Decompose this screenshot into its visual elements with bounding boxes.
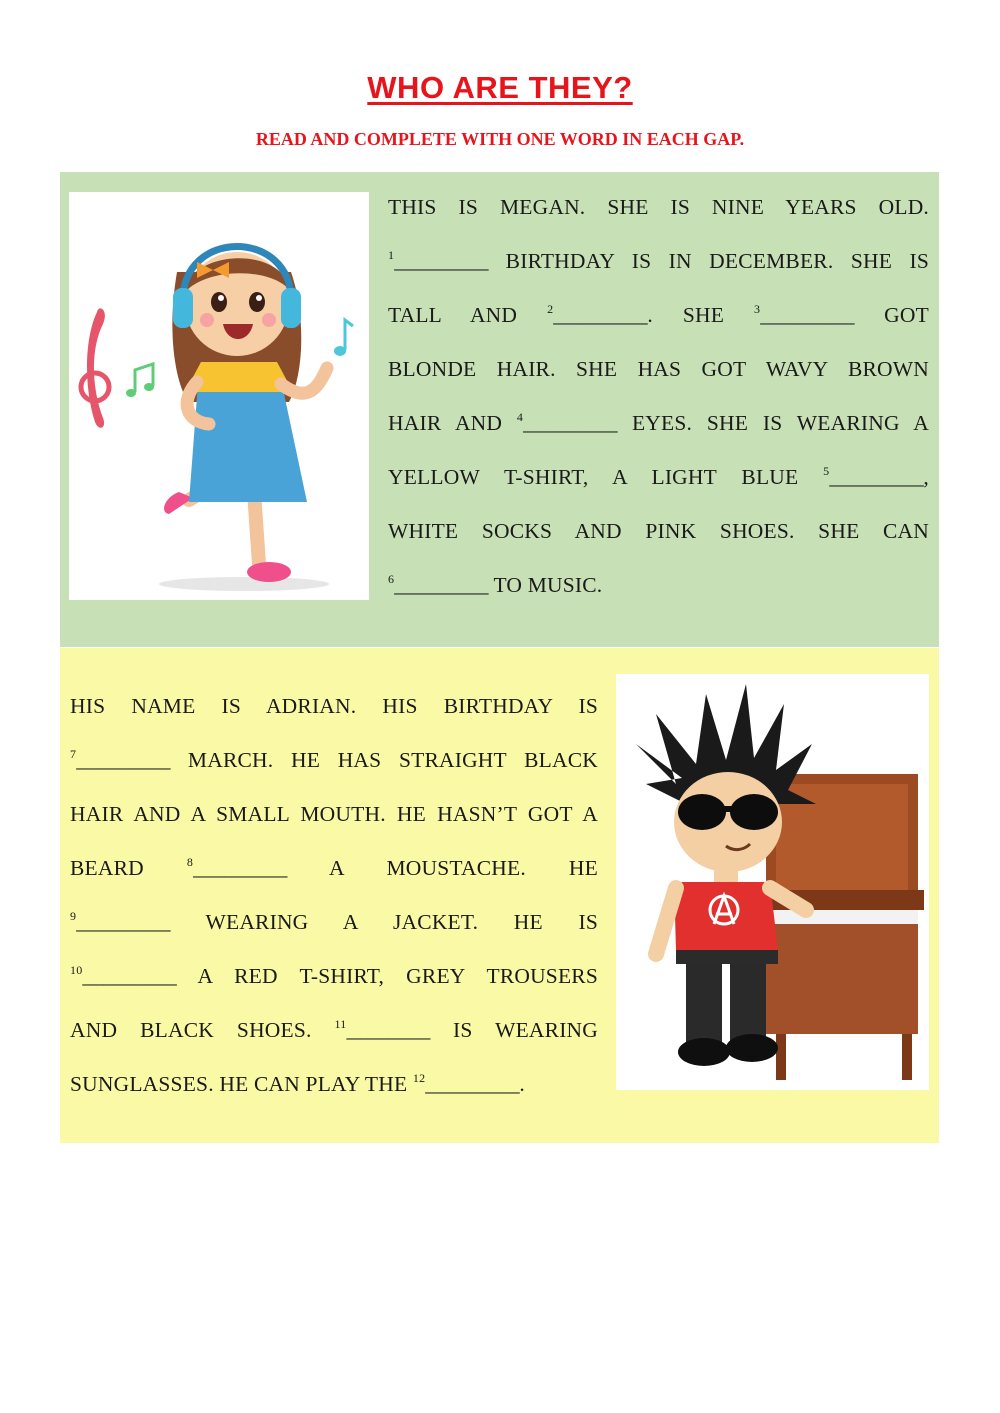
gap-3[interactable]: _________ <box>760 303 855 327</box>
gap-11[interactable]: ________ <box>346 1018 431 1042</box>
gap-number-6: 6 <box>388 572 395 586</box>
gap-number-1: 1 <box>388 248 395 262</box>
megan-line-2: $^1$_________ BIRTHDAY IS IN DECEMBER. SHE IS <box>388 248 929 273</box>
gap-number-4: 4 <box>516 410 524 424</box>
gap-number-7: 7 <box>70 747 77 761</box>
megan-line-1: THIS IS MEGAN. SHE IS NINE YEARS OLD. <box>388 195 929 219</box>
gap-number-11: 11 <box>334 1017 347 1031</box>
gap-2[interactable]: _________ <box>553 303 648 327</box>
adrian-line-7: AND BLACK SHOES. $^{11}$________ IS WEARING <box>70 1017 599 1042</box>
adrian-paragraph <box>70 679 598 1111</box>
gap-7[interactable]: _________ <box>76 748 171 772</box>
gap-number-3: 3 <box>753 302 761 316</box>
megan-line-4: BLONDE HAIR. SHE HAS GOT WAVY BROWN <box>388 357 929 381</box>
gap-8[interactable]: _________ <box>193 856 288 880</box>
gap-9[interactable]: _________ <box>76 910 171 934</box>
gap-6[interactable]: _________ <box>394 573 489 597</box>
megan-illustration <box>69 192 369 600</box>
gap-number-8: 8 <box>186 855 194 869</box>
megan-line-3: TALL AND $^2$_________. SHE $^3$_________ GOT <box>388 302 929 327</box>
adrian-line-5: $^9$_________ WEARING A JACKET. HE IS <box>70 909 598 934</box>
gap-number-10: 10 <box>70 963 83 977</box>
adrian-line-6: $^{10}$_________ A RED T-SHIRT, GREY TROUSERS <box>70 963 598 988</box>
worksheet-instruction: READ AND COMPLETE WITH ONE WORD IN EACH GAP. <box>255 129 745 149</box>
gap-10[interactable]: _________ <box>82 964 177 988</box>
gap-number-5: 5 <box>823 464 830 478</box>
gap-number-9: 9 <box>70 909 77 923</box>
megan-line-6: YELLOW T-SHIRT, A LIGHT BLUE $^5$_________, <box>388 464 929 489</box>
adrian-illustration <box>616 674 929 1090</box>
gap-4[interactable]: _________ <box>523 411 618 435</box>
gap-1[interactable]: _________ <box>394 249 489 273</box>
worksheet-title: WHO ARE THEY? <box>367 70 633 105</box>
megan-panel <box>60 172 939 647</box>
megan-line-5: HAIR AND $^4$_________ EYES. SHE IS WEARING A <box>388 410 930 435</box>
megan-paragraph <box>388 180 929 612</box>
gap-number-2: 2 <box>547 302 554 316</box>
megan-line-7: WHITE SOCKS AND PINK SHOES. SHE CAN <box>388 519 929 543</box>
adrian-line-1: HIS NAME IS ADRIAN. HIS BIRTHDAY IS <box>70 694 598 718</box>
gap-12[interactable]: _________ <box>425 1072 520 1096</box>
adrian-panel <box>60 648 939 1143</box>
gap-number-12: 12 <box>412 1071 426 1085</box>
megan-line-8: $^6$_________ TO MUSIC. <box>388 572 603 597</box>
adrian-line-4: BEARD $^8$_________ A MOUSTACHE. HE <box>70 855 598 880</box>
adrian-line-2: $^7$_________ MARCH. HE HAS STRAIGHT BLACK <box>70 747 598 772</box>
adrian-line-3: HAIR AND A SMALL MOUTH. HE HASN’T GOT A <box>70 802 598 826</box>
adrian-line-8: SUNGLASSES. HE CAN PLAY THE $^{12}$_________. <box>70 1071 525 1096</box>
gap-5[interactable]: _________ <box>829 465 924 489</box>
